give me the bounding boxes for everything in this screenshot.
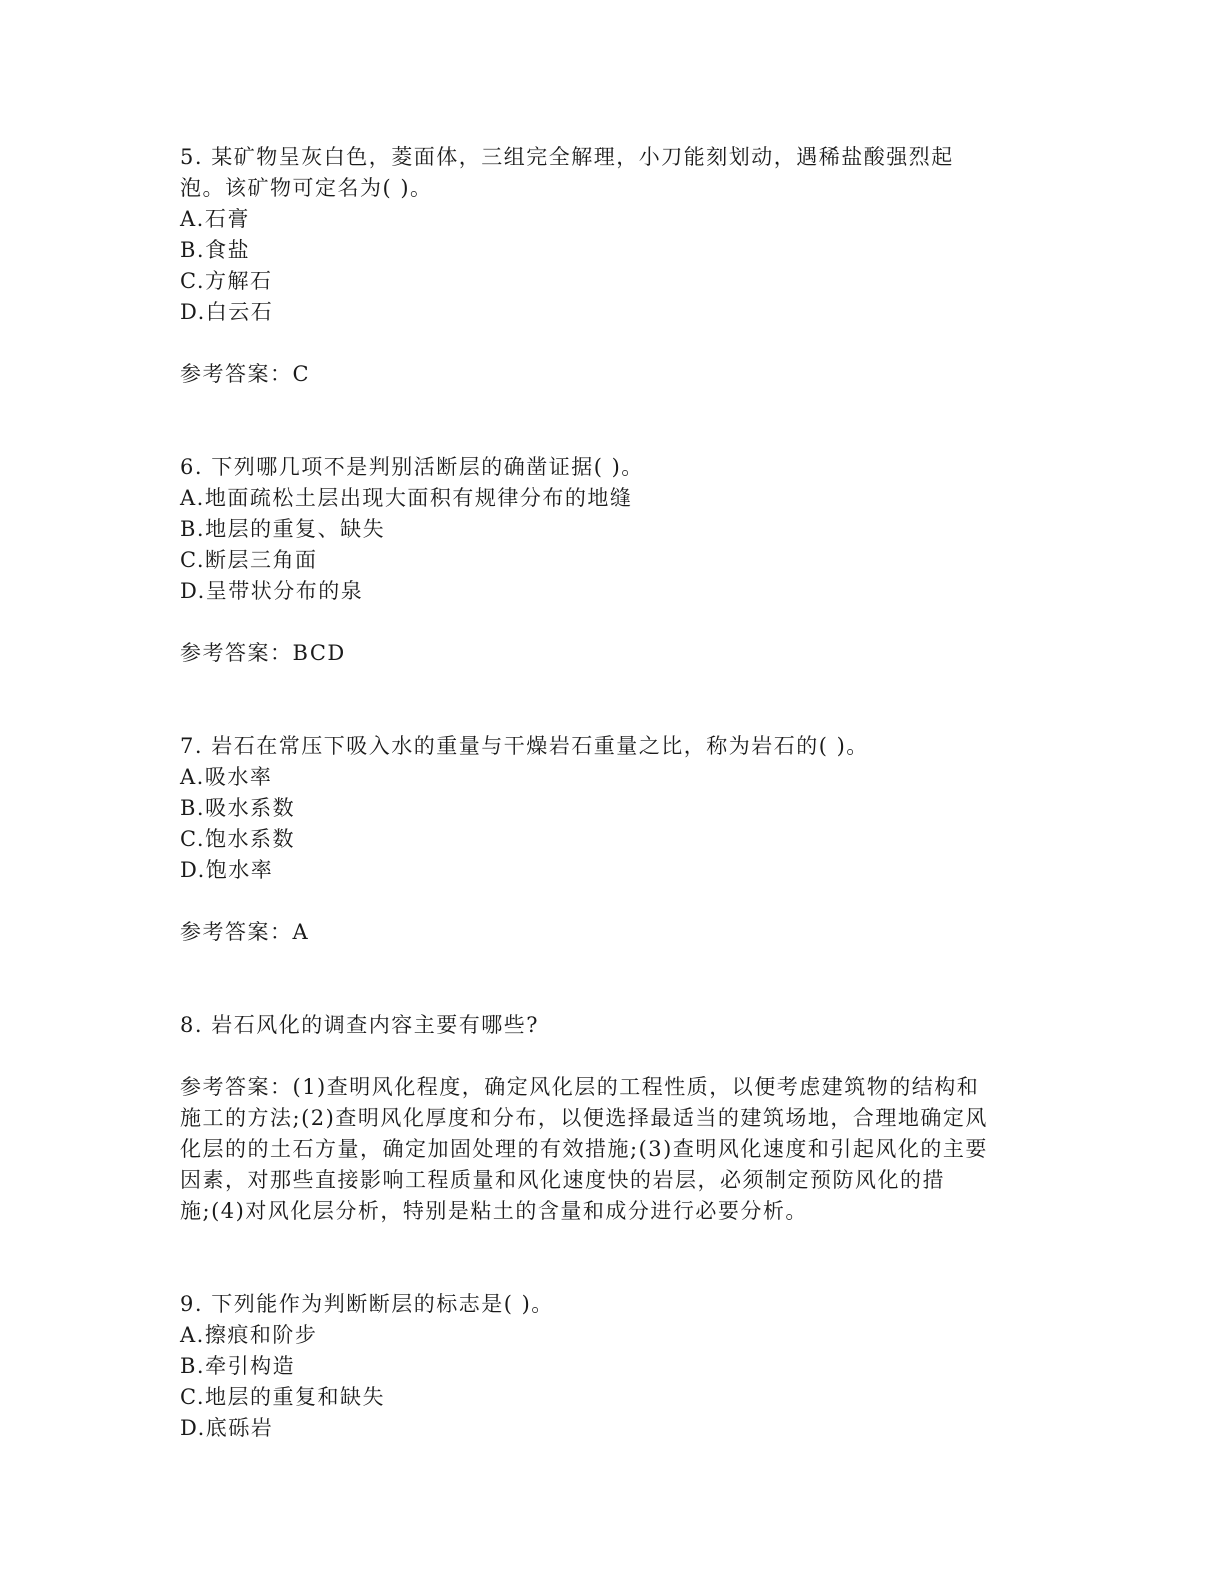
option-d: D.饱水率 xyxy=(180,858,274,882)
question-5 xyxy=(180,142,1040,390)
option-d: D.底砾岩 xyxy=(180,1416,274,1440)
question-7 xyxy=(180,731,1040,948)
option-a: A.石膏 xyxy=(180,207,250,231)
option-a: A.地面疏松土层出现大面积有规律分布的地缝 xyxy=(180,486,633,510)
option-b: B.地层的重复、缺失 xyxy=(180,517,386,541)
option-c: C.饱水系数 xyxy=(180,827,295,851)
question-stem: 泡。该矿物可定名为( )。 xyxy=(180,176,433,200)
option-a: A.擦痕和阶步 xyxy=(180,1323,318,1347)
reference-answer-line: 施;(4)对风化层分析，特别是粘土的含量和成分进行必要分析。 xyxy=(180,1199,808,1223)
option-b: B.牵引构造 xyxy=(180,1354,296,1378)
reference-answer: 参考答案：C xyxy=(180,362,311,386)
option-c: C.断层三角面 xyxy=(180,548,318,572)
option-b: B.食盐 xyxy=(180,238,251,262)
question-stem: 6. 下列哪几项不是判别活断层的确凿证据( )。 xyxy=(180,455,644,479)
reference-answer-line: 化层的的土石方量，确定加固处理的有效措施;(3)查明风化速度和引起风化的主要 xyxy=(180,1137,988,1161)
option-c: C.地层的重复和缺失 xyxy=(180,1385,385,1409)
reference-answer-line: 施工的方法;(2)查明风化厚度和分布，以便选择最适当的建筑场地，合理地确定风 xyxy=(180,1106,988,1130)
question-6 xyxy=(180,452,1040,669)
document-page xyxy=(180,142,1040,1444)
option-a: A.吸水率 xyxy=(180,765,273,789)
option-d: D.呈带状分布的泉 xyxy=(180,579,364,603)
option-b: B.吸水系数 xyxy=(180,796,296,820)
question-stem: 9. 下列能作为判断断层的标志是( )。 xyxy=(180,1292,554,1316)
question-stem: 8. 岩石风化的调查内容主要有哪些? xyxy=(180,1013,539,1037)
question-9 xyxy=(180,1289,1040,1444)
reference-answer: 参考答案：BCD xyxy=(180,641,346,665)
reference-answer-line: 参考答案：(1)查明风化程度，确定风化层的工程性质，以便考虑建筑物的结构和 xyxy=(180,1075,980,1099)
question-stem: 7. 岩石在常压下吸入水的重量与干燥岩石重量之比，称为岩石的( )。 xyxy=(180,734,869,758)
question-8 xyxy=(180,1010,1040,1227)
option-c: C.方解石 xyxy=(180,269,273,293)
reference-answer-line: 因素，对那些直接影响工程质量和风化速度快的岩层，必须制定预防风化的措 xyxy=(180,1168,945,1192)
question-stem: 5. 某矿物呈灰白色，菱面体，三组完全解理，小刀能刻划动，遇稀盐酸强烈起 xyxy=(180,145,954,169)
reference-answer: 参考答案：A xyxy=(180,920,310,944)
option-d: D.白云石 xyxy=(180,300,274,324)
